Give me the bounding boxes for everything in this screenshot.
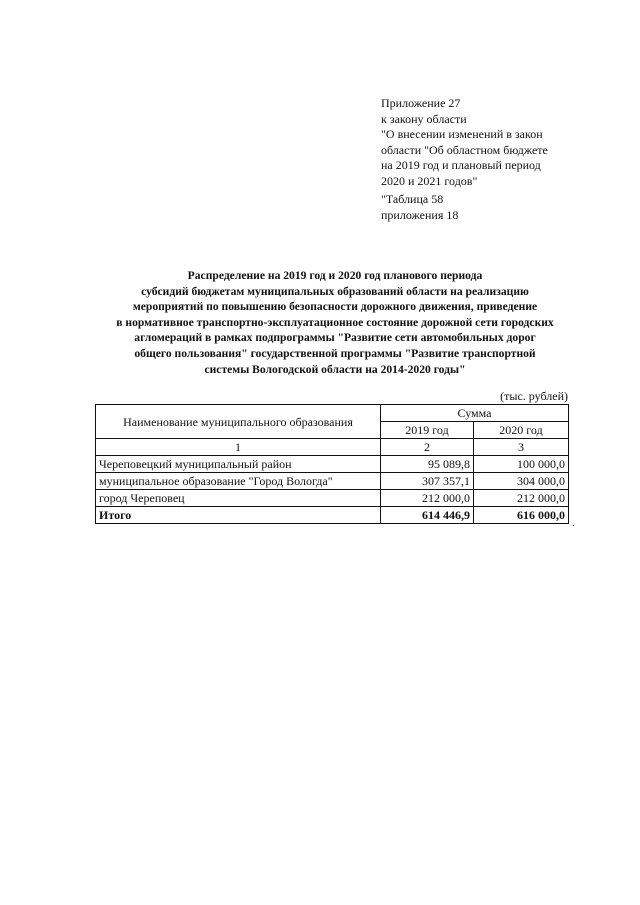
appendix-line: к закону области: [381, 111, 467, 126]
appendix-line: 2020 и 2021 годов": [381, 173, 478, 188]
appendix-line: Приложение 27: [381, 96, 461, 110]
total-label: Итого: [96, 507, 381, 524]
trailing-mark: .: [572, 518, 575, 529]
column-number: 2: [381, 439, 474, 456]
column-number: 3: [474, 439, 569, 456]
units-label: (тыс. рублей): [500, 389, 568, 403]
subsidy-table: [95, 404, 569, 524]
amount-2019: 95 089,8: [381, 456, 474, 473]
appendix-reference: [381, 96, 581, 223]
title-line: общего пользования" государственной программы "Развитие транспортной: [134, 346, 536, 360]
column-number-row: [96, 439, 569, 456]
document-title: [96, 268, 574, 377]
amount-2020: 304 000,0: [474, 473, 569, 490]
column-number: 1: [96, 439, 381, 456]
appendix-line: области "Об областном бюджете: [381, 142, 548, 157]
amount-2019: 307 357,1: [381, 473, 474, 490]
table-header-row: [96, 405, 569, 422]
total-row: [96, 507, 569, 524]
header-sum: Сумма: [381, 405, 569, 422]
amount-2020: 212 000,0: [474, 490, 569, 507]
table-row: [96, 490, 569, 507]
header-2019: 2019 год: [381, 422, 474, 439]
header-municipality: Наименование муниципального образования: [96, 405, 381, 439]
title-line: мероприятий по повышению безопасности дорожного движения, приведение: [132, 300, 538, 314]
appendix-line: "О внесении изменений в закон: [381, 127, 543, 141]
municipality-name: город Череповец: [96, 490, 381, 507]
title-line: субсидий бюджетам муниципальных образований области на реализацию: [141, 284, 529, 298]
title-line: Распределение на 2019 год и 2020 год планового периода: [187, 269, 483, 282]
title-line: системы Вологодской области на 2014-2020 годы": [204, 362, 466, 376]
amount-2020: 100 000,0: [474, 456, 569, 473]
table-row: [96, 456, 569, 473]
total-2019: 614 446,9: [381, 507, 474, 524]
header-2020: 2020 год: [474, 422, 569, 439]
municipality-name: Череповецкий муниципальный район: [96, 456, 381, 473]
total-2020: 616 000,0: [474, 507, 569, 524]
appendix-line: "Таблица 58: [381, 192, 444, 206]
appendix-line: на 2019 год и плановый период: [381, 158, 541, 172]
title-line: агломераций в рамках подпрограммы "Развитие сети автомобильных дорог: [134, 331, 536, 345]
appendix-line: приложения 18: [381, 207, 459, 222]
municipality-name: муниципальное образование "Город Вологда": [96, 473, 381, 490]
amount-2019: 212 000,0: [381, 490, 474, 507]
title-line: в нормативное транспортно-эксплуатационное состояние дорожной сети городских: [116, 315, 554, 329]
table-row: [96, 473, 569, 490]
